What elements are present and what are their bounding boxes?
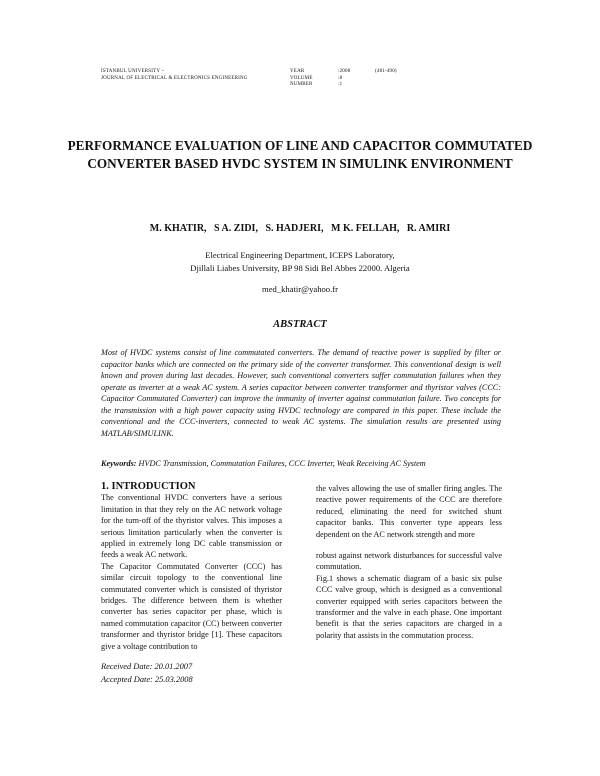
right-column xyxy=(316,483,502,641)
author: R. AMIRI xyxy=(406,223,451,234)
journal-name: JOURNAL OF ELECTRICAL & ELECTRONICS ENGINEERING xyxy=(101,75,248,81)
affiliation-line: Electrical Engineering Department, ICEPS Laboratory, xyxy=(205,250,395,260)
page-range: (481-490) xyxy=(375,69,397,74)
volume-label: VOLUME xyxy=(290,75,313,81)
journal-meta-labels xyxy=(290,69,313,89)
section-heading: 1. INTRODUCTION xyxy=(101,481,196,492)
number-label: NUMBER xyxy=(290,82,313,87)
keywords xyxy=(101,459,426,468)
volume-value: :8 xyxy=(338,75,343,81)
number-value: :1 xyxy=(338,82,343,87)
keywords-label: Keywords: xyxy=(101,459,137,468)
author: S A. ZIDI, xyxy=(214,223,258,234)
paragraph: Fig.1 shows a schematic diagram of a basic six pulse CCC valve group, which is designed as a conventional converter equipped with series capacitors between the transformer and the valve in each phase. One important benefit is that the series capacitors are charged in a polarity that assists in the commutation process. xyxy=(316,573,502,640)
left-column xyxy=(101,481,282,652)
submission-dates xyxy=(101,661,193,686)
year-value: :2008 xyxy=(338,69,351,74)
keywords-text: HVDC Transmission, Commutation Failures, CCC Inverter, Weak Receiving AC System xyxy=(138,459,426,468)
accepted-date: Accepted Date: 25.03.2008 xyxy=(101,674,193,684)
affiliation-line: Djillali Liabes University, BP 98 Sidi Bel Abbes 22000. Algeria xyxy=(190,262,410,273)
author-email: med_khatir@yahoo.fr xyxy=(262,284,338,294)
abstract-text: Most of HVDC systems consist of line commutated converters. The demand of reactive power is supplied by filter or capacitor banks which are connected on the primary side of the converter transformer. This conventional design is well known and proven during last decades. However, such conventional converters suffer commutation failures when they operate as inverter at a weak AC system. A series capacitor between converter transformer and thyristor valves (CCC: Capacitor Commutated Converter) can improve the immunity of inverter against commutation failure. Two concepts for the transmission with a high power capacity using HVDC technology are compared in this paper. These include the conventional and the CCC-inverters, connected to weak AC systems. The simulation results are presented using MATLAB/SIMULINK. xyxy=(101,348,501,438)
paragraph: The conventional HVDC converters have a serious limitation in that they rely on the AC network voltage for the turn-off of the thyristor valves. This imposes a serious limitation particularly when the converter is applied in extremely long DC cable transmission or feeds a weak AC network. xyxy=(101,493,282,560)
author: S. HADJERI, xyxy=(265,223,324,234)
paragraph: the valves allowing the use of smaller firing angles. The reactive power requirements of the CCC are therefore reduced, eliminating the need for switched shunt capacitor banks. This converter type appears less dependent on the AC network strength and more xyxy=(316,484,502,539)
author: M K. FELLAH, xyxy=(331,223,400,234)
author-list xyxy=(60,223,540,234)
affiliation xyxy=(60,249,540,274)
abstract-heading: ABSTRACT xyxy=(273,319,327,330)
year-label: YEAR xyxy=(290,69,305,74)
paper-title: PERFORMANCE EVALUATION OF LINE AND CAPACITOR COMMUTATED CONVERTER BASED HVDC SYSTEM IN SIMULINK ENVIRONMENT xyxy=(67,138,533,171)
received-date: Received Date: 20.01.2007 xyxy=(101,662,193,671)
university-name: İSTANBUL UNIVERSITY – xyxy=(101,69,165,74)
paragraph: The Capacitor Commutated Converter (CCC) has similar circuit topology to the conventional line commutated converter which is consisted of thyristor bridges. The difference between them is whether converter has series capacitor per phase, which is named commutation capacitor (CC) between converter transformer and thyristor bridge [1]. These capacitors give a voltage contribution to xyxy=(101,561,282,651)
journal-header xyxy=(101,69,248,82)
paragraph: robust against network disturbances for successful valve commutation. xyxy=(316,551,502,572)
author: M. KHATIR, xyxy=(149,223,207,234)
journal-meta-values xyxy=(338,69,350,89)
